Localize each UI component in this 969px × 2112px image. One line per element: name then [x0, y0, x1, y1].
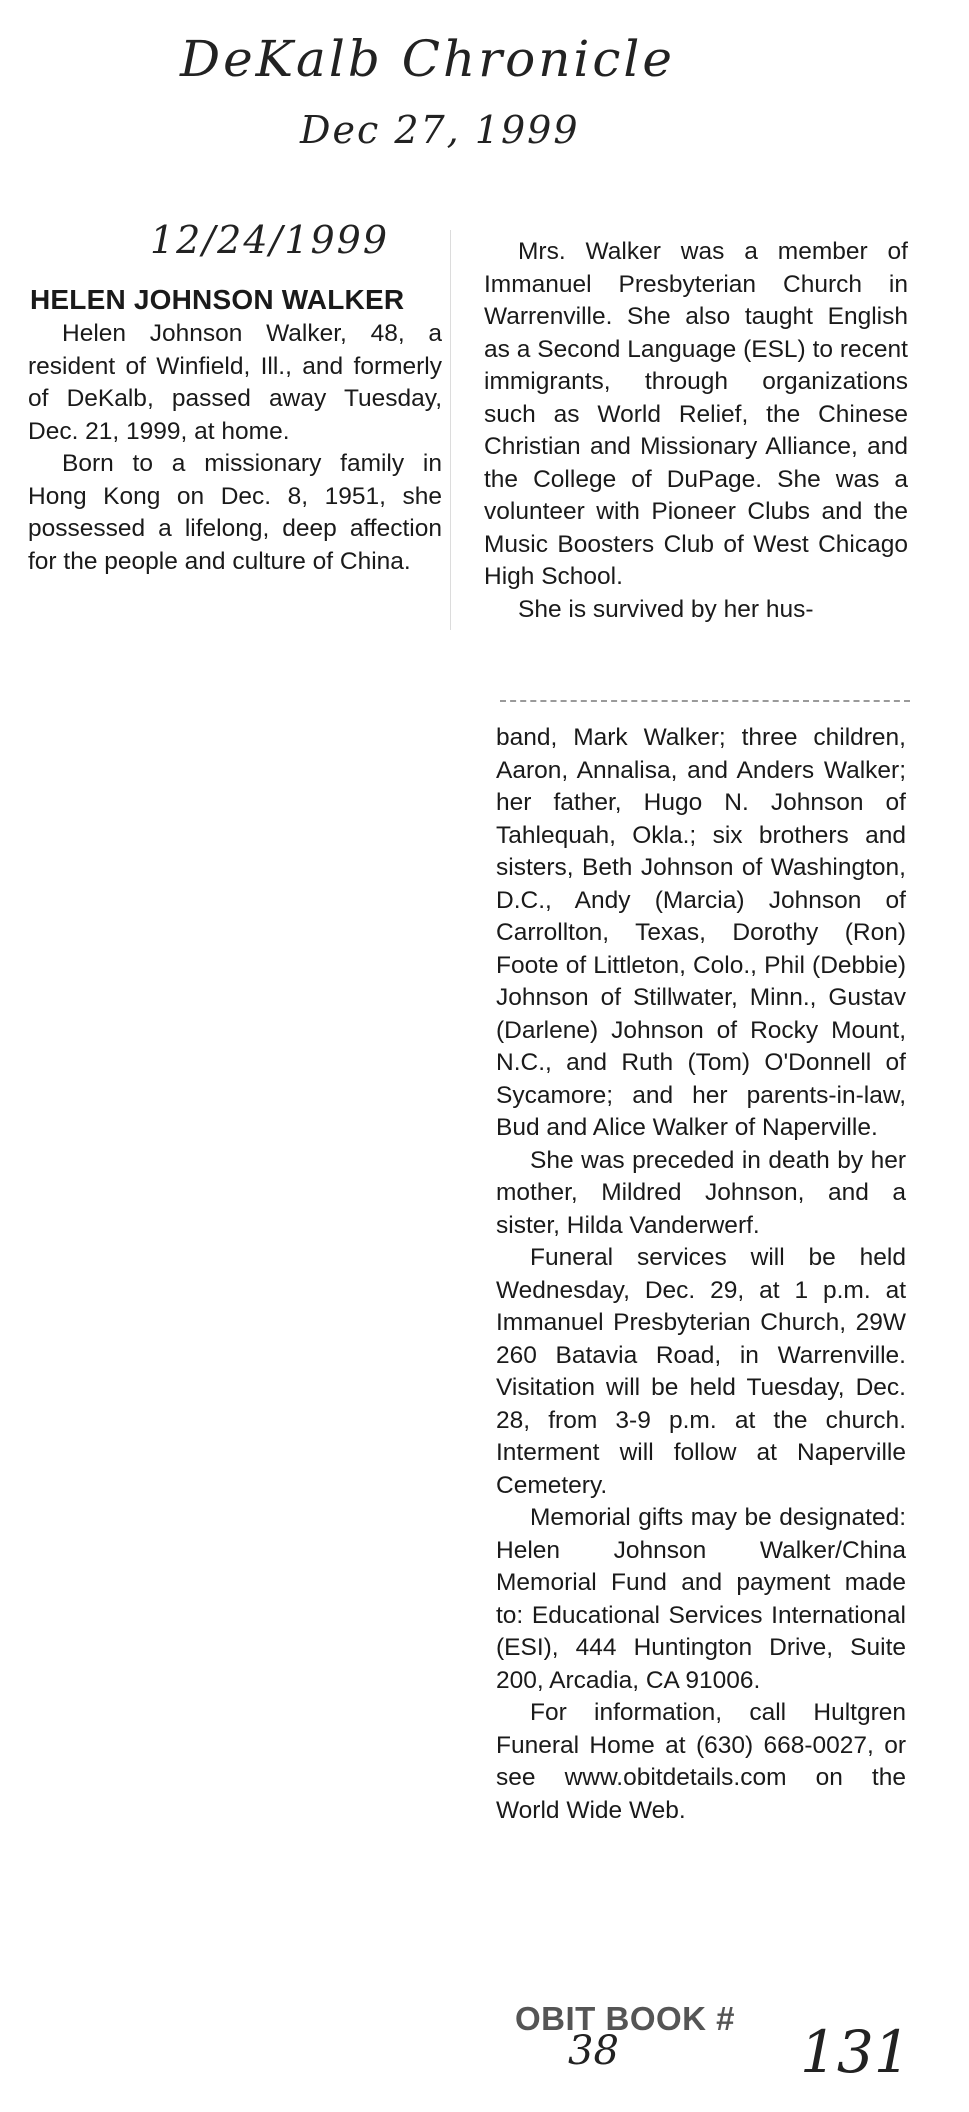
handwritten-page-number: 131: [800, 2018, 911, 2086]
handwritten-source-name: DeKalb Chronicle: [180, 30, 675, 88]
obit-book-stamp: OBIT BOOK #: [515, 2000, 736, 2037]
handwritten-clip-date: 12/24/1999: [150, 218, 390, 262]
column-divider: [450, 230, 451, 630]
paragraph-funeral: Funeral services will be held Wednesday, Dec. 29, at 1 p.m. at Immanuel Presbyterian Church, 29W 260 Batavia Road, in Warrenville. Visitation will be held Tuesday, Dec. 28, from 3-9 p.m. at the church. Interment will follow at Naperville Cemetery.: [496, 1244, 906, 1499]
obituary-headline: HELEN JOHNSON WALKER: [30, 284, 405, 315]
paragraph-information: For information, call Hultgren Funeral Home at (630) 668-0027, or see www.obitdetails.com on the World Wide Web.: [496, 1699, 906, 1824]
paragraph-survivors: band, Mark Walker; three children, Aaron, Annalisa, and Anders Walker; her father, Hugo N. Johnson of Tahlequah, Okla.; six brothers and sisters, Beth Johnson of Washington, D.C., Andy (Marcia) Johnson of Carrollton, Texas, Dorothy (Ron) Foote of Littleton, Colo., Phil (Debbie) Johnson of Stillwater, Minn., Gustav (Darlene) Johnson of Rocky Mount, N.C., and Ruth (Tom) O'Donnell of Sycamore; and her parents-in-law, Bud and Alice Walker of Naperville.: [496, 724, 906, 1141]
right-column-bottom: [496, 722, 906, 1827]
paragraph-birth: Born to a missionary family in Hong Kong on Dec. 8, 1951, she possessed a lifelong, deep affection for the people and culture of China.: [28, 450, 442, 575]
right-column-top: [484, 236, 908, 626]
paragraph-survived-start: She is survived by her hus-: [518, 595, 814, 623]
paragraph-intro: Helen Johnson Walker, 48, a resident of Winfield, Ill., and formerly of DeKalb, passed away Tuesday, Dec. 21, 1999, at home.: [28, 320, 442, 445]
clipping-cut-line: [500, 700, 910, 702]
paragraph-memorials: Memorial gifts may be designated: Helen Johnson Walker/China Memorial Fund and payment made to: Educational Services International (ESI), 444 Huntington Drive, Suite 200, Arcadia, CA 91006.: [496, 1504, 906, 1694]
handwritten-book-number: 38: [568, 2028, 619, 2074]
left-column: [28, 318, 442, 578]
handwritten-publication-date: Dec 27, 1999: [300, 108, 580, 152]
paragraph-preceded: She was preceded in death by her mother, Mildred Johnson, and a sister, Hilda Vanderwerf.: [496, 1146, 906, 1239]
paragraph-membership: Mrs. Walker was a member of Immanuel Presbyterian Church in Warrenville. She also taught English as a Second Language (ESL) to recent immigrants, through organizations such as World Relief, the Chinese Christian and Missionary Alliance, and the College of DuPage. She was a volunteer with Pioneer Clubs and the Music Boosters Club of West Chicago High School.: [484, 238, 908, 590]
